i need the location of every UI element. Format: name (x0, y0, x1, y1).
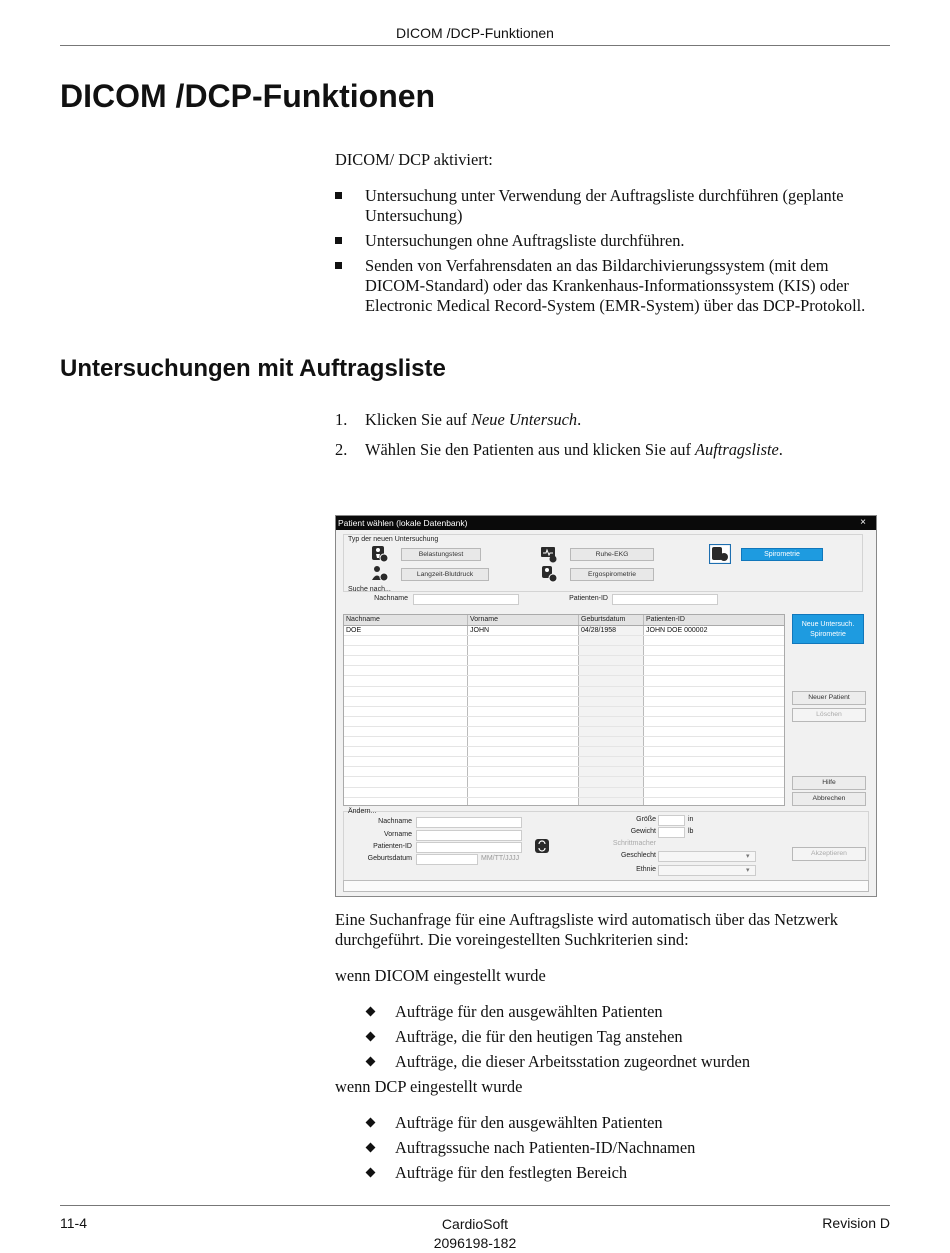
resting-ecg-icon (540, 545, 558, 563)
height-label: Größe (636, 816, 656, 823)
empty-cell (468, 788, 579, 797)
ethnicity-label: Ethnie (636, 866, 656, 873)
refresh-icon[interactable] (534, 838, 550, 854)
footer-rule (60, 1205, 890, 1206)
empty-cell (468, 646, 579, 655)
empty-cell (644, 747, 784, 756)
exam-type-label: Typ der neuen Untersuchung (348, 536, 439, 543)
empty-cell (344, 767, 468, 776)
empty-cell (644, 687, 784, 696)
empty-cell (644, 646, 784, 655)
cell-geburtsdatum: 04/28/1958 (579, 626, 644, 635)
page-number: 11-4 (60, 1215, 87, 1231)
accept-button[interactable]: Akzeptieren (792, 847, 866, 861)
empty-table-row (344, 676, 784, 686)
empty-cell (579, 676, 644, 685)
empty-cell (468, 697, 579, 706)
empty-cell (344, 697, 468, 706)
list-item: Senden von Verfahrensdaten an das Bildarchivierungssystem (mit dem DICOM-Standard) oder das Krankenhaus-Informationssystem (KIS) oder Electronic Medical Record-System (EMR-System) über das DCP-Protokoll. (335, 256, 885, 316)
empty-table-row (344, 727, 784, 737)
empty-cell (468, 798, 579, 806)
empty-cell (344, 646, 468, 655)
empty-cell (644, 636, 784, 645)
empty-cell (344, 636, 468, 645)
empty-cell (344, 707, 468, 716)
empty-cell (644, 767, 784, 776)
edit-vorname-label: Vorname (383, 831, 412, 838)
diamond-bullet-icon (366, 1057, 376, 1067)
empty-cell (579, 737, 644, 746)
list-item: Untersuchungen ohne Auftragsliste durchführen. (335, 231, 885, 251)
empty-cell (468, 767, 579, 776)
edit-dob-input[interactable] (416, 854, 478, 865)
product-name: CardioSoft (441, 1216, 509, 1232)
chevron-down-icon: ▾ (746, 867, 750, 874)
height-input[interactable] (658, 815, 685, 826)
step-list (335, 410, 885, 470)
edit-nachname-label: Nachname (378, 818, 412, 825)
empty-cell (579, 767, 644, 776)
list-item: Aufträge, die dieser Arbeitsstation zugeordnet wurden (365, 1052, 885, 1072)
empty-cell (344, 656, 468, 665)
edit-patid-input[interactable] (416, 842, 522, 853)
ergospirometry-icon (540, 565, 558, 583)
empty-cell (579, 687, 644, 696)
empty-cell (579, 646, 644, 655)
diamond-bullet-icon (366, 1143, 376, 1153)
new-exam-button[interactable]: Neue Untersuch. Spirometrie (792, 614, 864, 644)
search-patid-input[interactable] (612, 594, 718, 605)
empty-table-row (344, 798, 784, 806)
weight-label: Gewicht (630, 828, 656, 835)
empty-cell (344, 788, 468, 797)
empty-cell (468, 676, 579, 685)
edit-vorname-input[interactable] (416, 830, 522, 841)
empty-table-row (344, 646, 784, 656)
empty-cell (468, 687, 579, 696)
list-item: Untersuchung unter Verwendung der Auftragsliste durchführen (geplante Untersuchung) (335, 186, 885, 226)
empty-cell (579, 656, 644, 665)
column-header[interactable]: Nachname (344, 615, 468, 625)
empty-cell (644, 798, 784, 806)
empty-rows (344, 636, 784, 806)
empty-cell (644, 666, 784, 675)
diamond-bullet-icon (366, 1007, 376, 1017)
column-header[interactable]: Vorname (468, 615, 579, 625)
empty-cell (644, 676, 784, 685)
empty-cell (579, 717, 644, 726)
empty-cell (644, 777, 784, 786)
edit-dob-label: Geburtsdatum (367, 855, 412, 862)
list-item: Aufträge für den festlegten Bereich (365, 1163, 885, 1183)
height-unit: in (688, 816, 694, 823)
empty-cell (644, 707, 784, 716)
empty-cell (579, 747, 644, 756)
empty-table-row (344, 767, 784, 777)
cell-nachname: DOE (344, 626, 468, 635)
empty-cell (579, 697, 644, 706)
section-title: Untersuchungen mit Auftragsliste (60, 355, 446, 382)
ergospirometrie-button[interactable]: Ergospirometrie (570, 568, 654, 581)
dialog-titlebar (336, 516, 876, 530)
langzeit-blutdruck-button[interactable]: Langzeit-Blutdruck (401, 568, 489, 581)
search-nachname-input[interactable] (413, 594, 519, 605)
dob-placeholder: MM/TT/JJJJ (481, 855, 520, 862)
search-nachname-label: Nachname (374, 595, 408, 602)
diamond-bullet-icon (366, 1168, 376, 1178)
delete-button[interactable]: Löschen (792, 708, 866, 722)
empty-table-row (344, 737, 784, 747)
new-patient-button[interactable]: Neuer Patient (792, 691, 866, 705)
status-bar (343, 880, 869, 892)
ruhe-ekg-button[interactable]: Ruhe-EKG (570, 548, 654, 561)
empty-cell (579, 757, 644, 766)
empty-table-row (344, 687, 784, 697)
footer-center (375, 1215, 575, 1253)
empty-cell (579, 636, 644, 645)
table-row[interactable] (344, 626, 784, 636)
empty-cell (344, 717, 468, 726)
square-bullet-icon (335, 192, 342, 199)
empty-table-row (344, 636, 784, 646)
step-item: 1. Klicken Sie auf Neue Untersuch. (335, 410, 582, 429)
empty-table-row (344, 777, 784, 787)
empty-table-row (344, 697, 784, 707)
search-description: Eine Suchanfrage für eine Auftragsliste wird automatisch über das Netzwerk durchgeführt. Die voreingestellten Suchkriterien sind: (335, 910, 838, 949)
square-bullet-icon (335, 262, 342, 269)
dcp-criteria-list (365, 1113, 885, 1188)
empty-cell (644, 717, 784, 726)
diamond-bullet-icon (366, 1118, 376, 1128)
weight-input[interactable] (658, 827, 685, 838)
empty-cell (344, 798, 468, 806)
empty-cell (468, 757, 579, 766)
list-item: Aufträge für den ausgewählten Patienten (365, 1002, 885, 1022)
empty-cell (468, 707, 579, 716)
patient-select-dialog (335, 515, 877, 897)
list-item: Aufträge für den ausgewählten Patienten (365, 1113, 885, 1133)
page-title: DICOM /DCP-Funktionen (60, 78, 436, 114)
empty-cell (644, 757, 784, 766)
empty-cell (579, 727, 644, 736)
empty-cell (468, 656, 579, 665)
empty-cell (344, 757, 468, 766)
empty-cell (344, 747, 468, 756)
feature-list (335, 186, 885, 321)
empty-cell (344, 727, 468, 736)
empty-cell (344, 737, 468, 746)
empty-cell (579, 788, 644, 797)
ethnicity-select[interactable] (658, 865, 756, 876)
empty-cell (468, 666, 579, 675)
list-item: Aufträge, die für den heutigen Tag anstehen (365, 1027, 885, 1047)
blood-pressure-icon (371, 565, 389, 583)
empty-table-row (344, 757, 784, 767)
edit-label: Ändern... (348, 808, 377, 815)
cell-patienten-id: JOHN DOE 000002 (646, 627, 708, 634)
square-bullet-icon (335, 237, 342, 244)
document-number: 2096198-182 (433, 1235, 517, 1251)
step-item: 2. Wählen Sie den Patienten aus und klicken Sie auf Auftragsliste. (335, 440, 783, 459)
empty-cell (468, 737, 579, 746)
patient-table (343, 614, 785, 806)
diamond-bullet-icon (366, 1032, 376, 1042)
close-icon[interactable]: × (860, 517, 866, 528)
dicom-criteria-list (365, 1002, 885, 1077)
pacemaker-label: Schrittmacher (612, 840, 656, 847)
empty-table-row (344, 656, 784, 666)
intro-text: DICOM/ DCP aktiviert: (335, 150, 493, 169)
empty-cell (468, 777, 579, 786)
empty-cell (579, 707, 644, 716)
search-label: Suche nach... (348, 586, 391, 593)
table-header (344, 615, 784, 626)
header-rule (60, 45, 890, 46)
empty-cell (468, 727, 579, 736)
empty-cell (644, 788, 784, 797)
edit-nachname-input[interactable] (416, 817, 522, 828)
empty-table-row (344, 717, 784, 727)
search-patid-label: Patienten-ID (569, 595, 608, 602)
empty-cell (644, 727, 784, 736)
empty-cell (344, 666, 468, 675)
gender-select[interactable] (658, 851, 756, 862)
dicom-label: wenn DICOM eingestellt wurde (335, 966, 546, 985)
revision: Revision D (822, 1215, 890, 1231)
gender-label: Geschlecht (620, 852, 656, 859)
empty-cell (644, 656, 784, 665)
edit-patid-label: Patienten-ID (373, 843, 412, 850)
empty-table-row (344, 747, 784, 757)
empty-table-row (344, 707, 784, 717)
empty-cell (644, 737, 784, 746)
empty-table-row (344, 666, 784, 676)
empty-cell (579, 666, 644, 675)
spirometry-icon (709, 544, 731, 564)
list-item: Auftragssuche nach Patienten-ID/Nachnamen (365, 1138, 885, 1158)
empty-cell (579, 777, 644, 786)
running-header: DICOM /DCP-Funktionen (396, 25, 554, 41)
column-header[interactable]: Geburtsdatum (579, 615, 644, 625)
empty-cell (579, 798, 644, 806)
cancel-button[interactable]: Abbrechen (792, 792, 866, 806)
dialog-title: Patient wählen (lokale Datenbank) (338, 518, 468, 528)
dcp-label: wenn DCP eingestellt wurde (335, 1077, 523, 1096)
empty-cell (344, 676, 468, 685)
chevron-down-icon: ▾ (746, 853, 750, 860)
spirometrie-button[interactable]: Spirometrie (741, 548, 823, 561)
cell-vorname: JOHN (468, 626, 579, 635)
empty-cell (468, 636, 579, 645)
empty-table-row (344, 788, 784, 798)
column-header[interactable]: Patienten-ID (646, 616, 685, 623)
help-button[interactable]: Hilfe (792, 776, 866, 790)
belastungstest-button[interactable]: Belastungstest (401, 548, 481, 561)
weight-unit: lb (688, 828, 694, 835)
empty-cell (468, 747, 579, 756)
stress-test-icon (371, 545, 389, 563)
empty-cell (468, 717, 579, 726)
empty-cell (644, 697, 784, 706)
empty-cell (344, 687, 468, 696)
empty-cell (344, 777, 468, 786)
